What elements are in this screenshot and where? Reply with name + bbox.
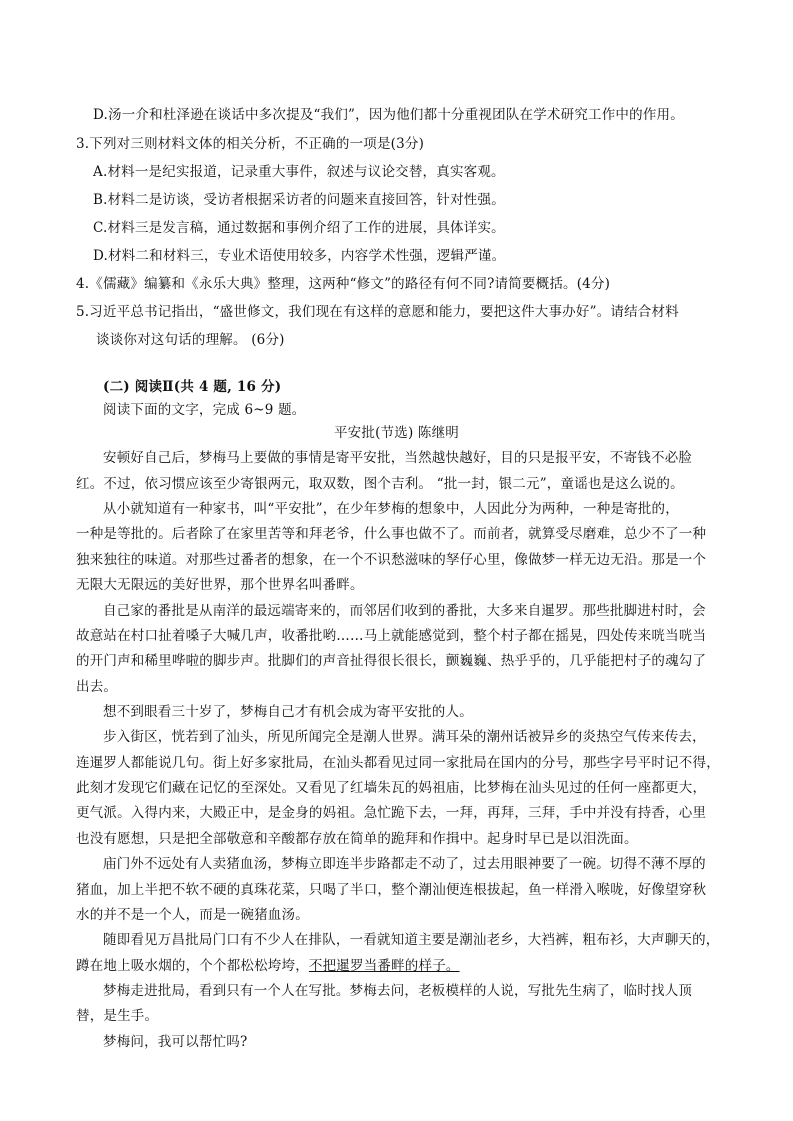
passage-line: 梦梅走进批局，看到只有一个人在写批。梦梅去问，老板模样的人说，写批先生病了，临时找人顶 <box>103 983 693 999</box>
passage-title: 平安批(节选) 陈继明 <box>333 425 460 441</box>
passage-line-text: 蹲在地上吸水烟的，个个都松松垮垮， <box>76 958 309 974</box>
passage-line: 随即看见万昌批局门口有不少人在排队，一看就知道主要是潮汕老乡，大裆裤，粗布衫，大声聊天的， <box>103 932 720 948</box>
passage-line: 连暹罗人都能说几句。街上好多家批局，在汕头都看见过同一家批局在国内的分号，那些字号平时记不得， <box>76 755 720 771</box>
q3-option-c: C.材料三是发言稿，通过数据和事例介绍了工作的进展，具体详实。 <box>93 220 505 236</box>
passage-line: 故意站在村口扯着嗓子大喊几声，收番批哟……马上就能感觉到，整个村子都在摇晃，四处传来咣当咣当 <box>76 628 707 644</box>
underlined-phrase: 不把暹罗当番畔的样子。 <box>308 958 460 974</box>
q2-option-d: D.汤一介和杜泽逊在谈话中多次提及“我们”，因为他们都十分重视团队在学术研究工作中的作用。 <box>93 107 684 123</box>
passage-line: 此刻才发现它们藏在记忆的至深处。又看见了红墙朱瓦的妈祖庙，比梦梅在汕头见过的任何一座都更大， <box>76 780 707 796</box>
passage-line <box>76 953 726 979</box>
passage-line: 猪血，加上半把不软不硬的真珠花菜，只喝了半口，整个潮汕便连根拔起，鱼一样滑入喉咙，好像望穿秋 <box>76 882 707 898</box>
q4-stem: 4.《儒藏》编纂和《永乐大典》整理，这两种“修文”的路径有何不同?请简要概括。(4分) <box>76 276 611 292</box>
passage-line: 水的并不是一个人，而是一碗猪血汤。 <box>76 907 309 923</box>
section-instruction: 阅读下面的文字，完成 6~9 题。 <box>103 402 306 418</box>
passage-line: 出去。 <box>76 679 118 695</box>
q5-stem-line1: 5.习近平总书记指出，“盛世修文，我们现在有这样的意愿和能力，要把这件大事办好”。请结合材料 <box>76 304 679 320</box>
passage-line: 替，是生手。 <box>76 1008 159 1024</box>
passage-line: 无限大无限远的美好世界，那个世界名叫番畔。 <box>76 577 364 593</box>
passage-line: 的开门声和稀里哗啦的脚步声。批脚们的声音扯得很长很长，颤巍巍、热乎乎的，几乎能把村子的魂勾了 <box>76 653 707 669</box>
passage-line: 独来独往的味道。对那些过番者的想象，在一个不识愁滋味的孥仔心里，像做梦一样无边无沿。那是一个 <box>76 552 707 568</box>
passage-line: 红。不过，依习惯应该至少寄银两元，取双数，图个吉利。 “批一封，银二元”，童谣也是这么说的。 <box>76 476 684 492</box>
q3-option-b: B.材料二是访谈，受访者根据采访者的问题来直接回答，针对性强。 <box>93 192 505 208</box>
passage-line: 一种是等批的。后者除了在家里苦等和拜老爷，什么事也做不了。而前者，就算受尽磨难，总少不了一种 <box>76 526 707 542</box>
passage-line: 安顿好自己后，梦梅马上要做的事情是寄平安批，当然越快越好，目的只是报平安，不寄钱不必脸 <box>103 450 693 466</box>
passage-line: 从小就知道有一种家书，叫“平安批”，在少年梦梅的想象中，人因此分为两种，一种是寄批的， <box>103 501 679 517</box>
section-heading: (二) 阅读Ⅱ(共 4 题, 16 分) <box>103 379 282 395</box>
q3-stem: 3.下列对三则材料文体的相关分析，不正确的一项是(3分) <box>76 136 425 152</box>
passage-line: 也没有愿想，只是把全部敬意和辛酸都存放在简单的跪拜和作揖中。起身时早已是以泪洗面。 <box>76 831 638 847</box>
passage-line: 更气派。入得内来，大殿正中，是金身的妈祖。急忙跪下去，一拜，再拜，三拜，手中并没有持香，心里 <box>76 805 707 821</box>
passage-line: 庙门外不远处有人卖猪血汤，梦梅立即连半步路都走不动了，过去用眼神要了一碗。切得不薄不厚的 <box>103 856 706 872</box>
q3-option-a: A.材料一是纪实报道，记录重大事件，叙述与议论交替，真实客观。 <box>93 164 505 180</box>
passage-line: 步入街区，恍若到了汕头，所见所闻完全是潮人世界。满耳朵的潮州话被异乡的炎热空气传来传去， <box>103 729 706 745</box>
passage-line: 梦梅问，我可以帮忙吗? <box>103 1034 248 1050</box>
passage-line: 自己家的番批是从南洋的最远端寄来的，而邻居们收到的番批，大多来自暹罗。那些批脚进村时，会 <box>103 603 706 619</box>
passage-line: 想不到眼看三十岁了，梦梅自己才有机会成为寄平安批的人。 <box>103 704 473 720</box>
q5-stem-line2: 谈谈你对这句话的理解。 (6分) <box>96 332 285 348</box>
q3-option-d: D.材料二和材料三，专业术语使用较多，内容学术性强，逻辑严谨。 <box>93 248 506 264</box>
